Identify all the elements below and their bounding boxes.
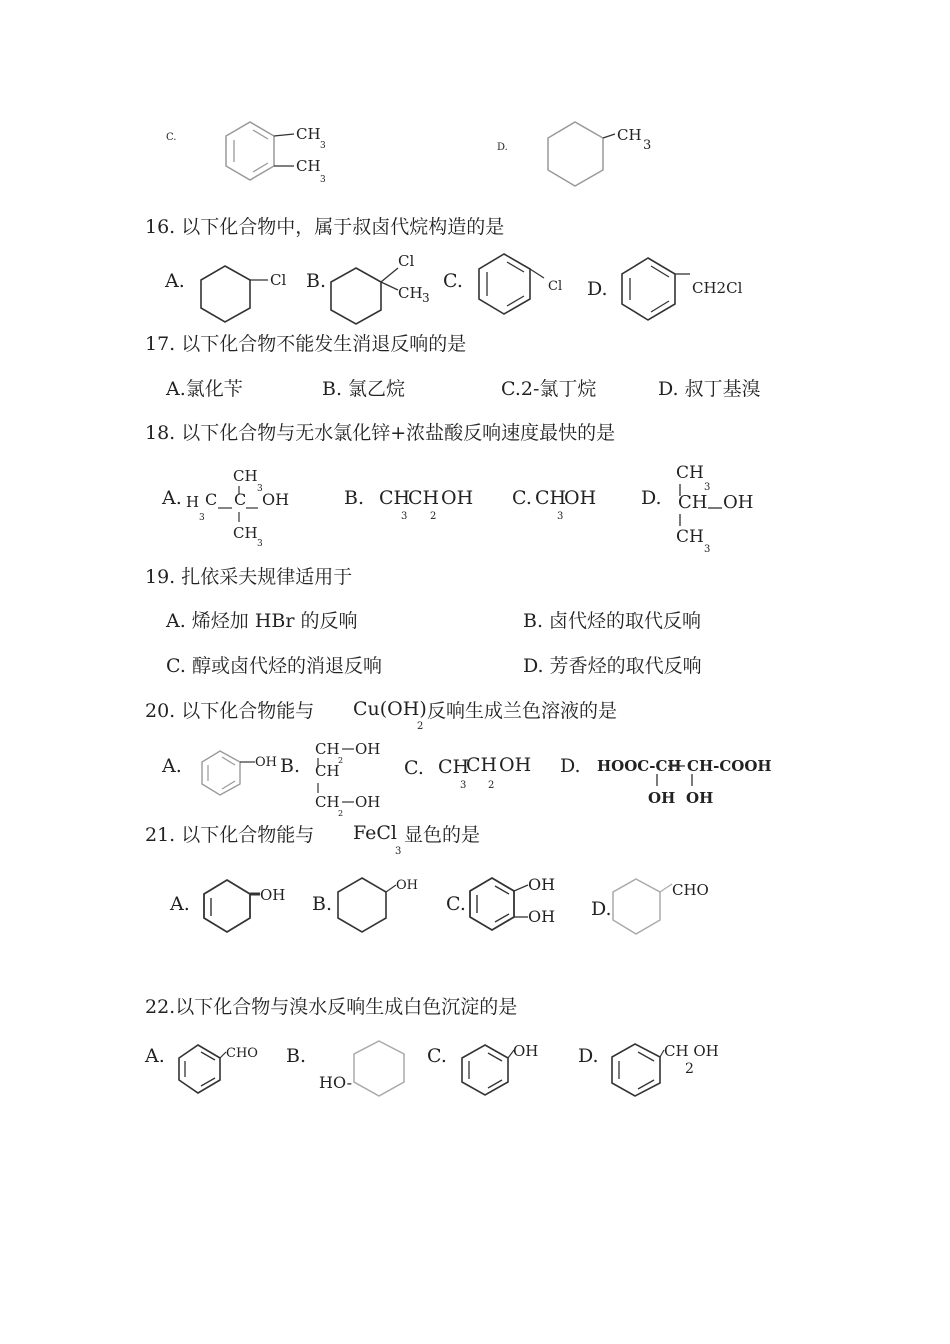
q20-c-ch3: CH: [438, 756, 470, 778]
q15-d-ch3: CH: [617, 126, 642, 144]
q20-b-l3-oh: OH: [355, 793, 381, 811]
q20-c-oh: OH: [499, 754, 532, 776]
q15-c-ch3-top-sub: 3: [320, 141, 326, 151]
q18-d-mid-ch: CH: [678, 492, 708, 513]
q21-stem-formula: FeCl: [353, 822, 398, 844]
q21-a-oh: OH: [260, 886, 286, 904]
q22-option-c-label: C.: [427, 1045, 447, 1067]
q22-option-b-structure: [318, 1038, 418, 1100]
q20-option-c-label: C.: [404, 757, 424, 779]
q16-b-cl: Cl: [398, 252, 415, 270]
q18-c-oh: OH: [564, 487, 597, 509]
q21-option-b-structure: [336, 872, 436, 938]
q21-option-a-structure: [202, 876, 292, 938]
q18-option-d-label: D.: [641, 487, 662, 509]
q17-option-b: B. 氯乙烷: [322, 378, 406, 400]
q20-b-l1-ch: CH: [315, 740, 340, 758]
q20-a-oh: OH: [255, 755, 277, 770]
q20-stem-post: 反响生成兰色溶液的是: [427, 700, 618, 722]
q18-a-h-sub: 3: [199, 513, 205, 523]
q20-option-b-structure: [312, 738, 402, 818]
q15-d-ch3-sub: 3: [643, 138, 652, 153]
q18-a-bot-sub: 3: [257, 539, 263, 549]
q20-d-left: HOOC-CH: [597, 757, 682, 775]
q21-stem-formula-sub: 3: [395, 846, 402, 857]
q17-option-c: C.2-氯丁烷: [501, 378, 597, 400]
q18-b-ch2-sub: 2: [430, 511, 437, 522]
q20-b-l3-sub: 2: [338, 809, 344, 818]
q21-option-d-label: D.: [591, 898, 612, 920]
q18-option-b-label: B.: [344, 487, 365, 509]
q21-option-d-structure: [610, 876, 720, 938]
q18-stem: 18. 以下化合物与无水氯化锌+浓盐酸反响速度最快的是: [145, 422, 616, 444]
q20-b-l1-sub: 2: [338, 756, 344, 765]
q18-a-top-ch: CH: [233, 467, 258, 485]
q20-option-a-structure: [200, 748, 280, 800]
q16-b-ch3: CH: [398, 284, 423, 302]
q20-b-l1-oh: OH: [355, 740, 381, 758]
q21-stem-pre: 21. 以下化合物能与: [145, 824, 315, 846]
q21-c-oh-bottom: OH: [528, 907, 556, 926]
q18-b-oh: OH: [441, 487, 474, 509]
q22-option-d-label: D.: [578, 1045, 599, 1067]
q16-stem: 16. 以下化合物中，属于叔卤代烷构造的是: [145, 216, 505, 238]
q19-option-c: C. 醇或卤代烃的消退反响: [166, 655, 382, 677]
q21-stem-post: 显色的是: [404, 824, 481, 846]
q20-d-oh1: OH: [648, 789, 676, 807]
q16-option-c-label: C.: [443, 270, 463, 292]
q16-option-d-label: D.: [587, 278, 608, 300]
q16-d-ch2cl: CH2Cl: [692, 279, 743, 297]
q16-c-cl: Cl: [548, 279, 563, 294]
q18-a-oh: OH: [262, 490, 290, 509]
q20-stem-formula-sub: 2: [417, 721, 424, 732]
q18-b-ch3: CH: [379, 487, 411, 509]
q22-option-a-label: A.: [145, 1045, 165, 1067]
q16-option-a-structure: [198, 262, 298, 332]
q22-option-a-structure: [176, 1040, 276, 1095]
q20-option-b-label: B.: [280, 755, 301, 777]
q16-b-ch3-sub: 3: [422, 291, 430, 305]
q20-option-d-structure: [595, 752, 775, 808]
q21-b-oh: OH: [396, 878, 418, 893]
q18-d-top-ch: CH: [676, 463, 704, 483]
q18-option-d-structure: [672, 458, 772, 556]
q15-option-c-label: C.: [166, 132, 177, 143]
q22-option-d-structure: [610, 1040, 730, 1096]
q21-d-cho: CHO: [672, 881, 709, 899]
q20-d-oh2: OH: [686, 789, 714, 807]
q18-a-h: H: [186, 493, 200, 511]
q22-b-ho: HO-: [319, 1073, 353, 1092]
q22-d-ch2oh-sub: 2: [685, 1061, 694, 1077]
q18-c-ch3-sub: 3: [557, 511, 564, 522]
q15-c-ch3-bottom: CH: [296, 157, 321, 175]
q19-option-a: A. 烯烃加 HBr 的反响: [166, 610, 358, 632]
q16-option-a-label: A.: [165, 270, 185, 292]
q21-option-c-label: C.: [446, 893, 466, 915]
q20-stem-pre: 20. 以下化合物能与: [145, 700, 315, 722]
q16-option-c-structure: [476, 252, 576, 322]
q20-c-ch2: CH: [466, 754, 498, 776]
q18-option-c-label: C.: [512, 487, 532, 509]
q22-option-c-structure: [460, 1040, 560, 1095]
q18-b-ch2: CH: [408, 487, 440, 509]
q16-option-b-label: B.: [306, 270, 327, 292]
q20-c-ch2-sub: 2: [488, 780, 495, 791]
q22-c-oh: OH: [513, 1042, 539, 1060]
q21-c-oh-top: OH: [528, 875, 556, 894]
q18-option-a-label: A.: [162, 487, 182, 509]
q21-option-c-structure: [468, 872, 568, 938]
q15-c-ch3-top: CH: [296, 125, 321, 143]
q18-option-a-structure: [184, 462, 304, 550]
q20-b-l3-ch: CH: [315, 793, 340, 811]
q15-option-c-structure: [220, 118, 340, 188]
q18-a-bot-ch: CH: [233, 524, 258, 542]
q18-b-ch3-sub: 3: [401, 511, 408, 522]
q18-c-ch3: CH: [535, 487, 567, 509]
q21-option-b-label: B.: [312, 893, 333, 915]
q17-stem: 17. 以下化合物不能发生消退反响的是: [145, 333, 467, 355]
q18-d-bot-sub: 3: [704, 544, 711, 555]
q20-option-a-label: A.: [162, 755, 182, 777]
q17-option-a: A.氯化苄: [166, 378, 243, 400]
q15-option-d-label: D.: [497, 142, 508, 153]
q16-option-d-structure: [618, 256, 758, 326]
q15-option-d-structure: [545, 120, 665, 190]
q18-a-top-sub: 3: [257, 484, 263, 494]
q19-option-b: B. 卤代烃的取代反响: [523, 610, 702, 632]
q18-a-c1: C: [205, 490, 218, 509]
q22-option-b-label: B.: [286, 1045, 307, 1067]
q20-c-ch3-sub: 3: [460, 780, 467, 791]
q18-a-c2: C: [234, 490, 247, 509]
q16-a-cl: Cl: [270, 271, 287, 289]
q19-option-d: D. 芳香烃的取代反响: [523, 655, 702, 677]
q20-stem-formula: Cu(OH): [353, 698, 427, 720]
q21-option-a-label: A.: [170, 893, 190, 915]
q20-d-right: CH-COOH: [687, 757, 772, 775]
q20-option-d-label: D.: [560, 755, 581, 777]
q18-d-oh: OH: [723, 492, 754, 513]
q20-b-l2-ch: CH: [315, 762, 340, 780]
q22-a-cho: CHO: [226, 1046, 258, 1061]
q18-d-top-sub: 3: [704, 482, 711, 493]
q15-c-ch3-bottom-sub: 3: [320, 175, 326, 185]
q22-stem: 22.以下化合物与溴水反响生成白色沉淀的是: [145, 996, 518, 1018]
q16-option-b-structure: [326, 250, 436, 325]
q19-stem: 19. 扎依采夫规律适用于: [145, 566, 353, 588]
q22-d-ch2oh: CH OH: [664, 1042, 719, 1060]
q17-option-d: D. 叔丁基溴: [658, 378, 761, 400]
q18-d-bot-ch: CH: [676, 527, 704, 547]
